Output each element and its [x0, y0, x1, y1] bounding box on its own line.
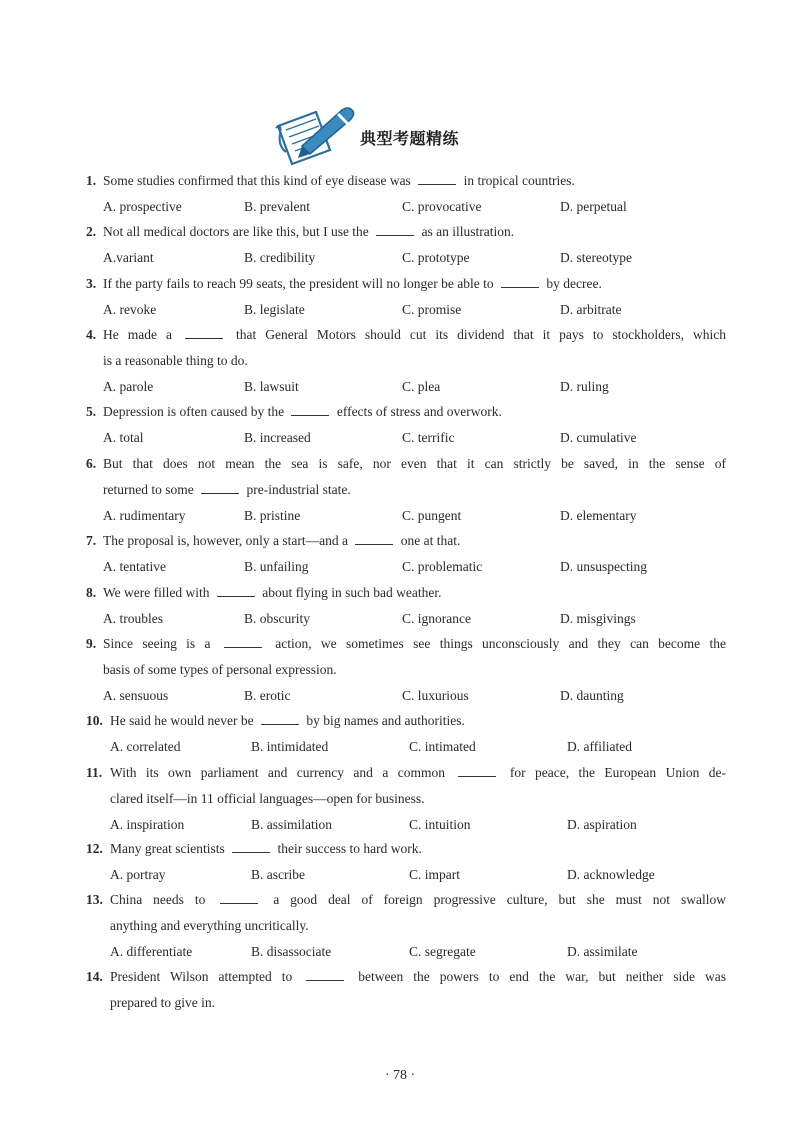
- option-c: C. problematic: [402, 559, 483, 574]
- option-a: A. tentative: [103, 559, 166, 574]
- option-c: C. impart: [409, 867, 460, 882]
- question-text: [86, 887, 726, 913]
- answer-options: [103, 374, 726, 400]
- answer-options: [103, 554, 726, 580]
- question-text: [86, 322, 726, 348]
- answer-blank: [376, 221, 414, 236]
- question-sentence: If the party fails to reach 99 seats, the president will no longer be able to by decree.: [103, 276, 602, 291]
- option-d: D. arbitrate: [560, 302, 622, 317]
- option-b: B. legislate: [244, 302, 305, 317]
- option-b: B. credibility: [244, 250, 316, 265]
- option-b: B. lawsuit: [244, 379, 299, 394]
- question-item: [86, 219, 726, 271]
- question-text: [86, 399, 726, 425]
- option-a: A. sensuous: [103, 688, 169, 703]
- question-number: 8.: [86, 585, 97, 600]
- question-text: [86, 964, 726, 990]
- question-sentence: We were filled with about flying in such bad weather.: [103, 585, 441, 600]
- question-sentence: China needs to a good deal of foreign progressive culture, but she must not swallow: [110, 892, 726, 907]
- question-sentence: But that does not mean the sea is safe, nor even that it can strictly be saved, in the sense of: [103, 456, 726, 471]
- option-a: A. parole: [103, 379, 154, 394]
- question-text: [86, 708, 726, 734]
- option-d: D. misgivings: [560, 611, 636, 626]
- question-text-continued: [86, 913, 726, 939]
- option-b: B. assimilation: [251, 817, 332, 832]
- question-item: [86, 322, 726, 400]
- option-a: A.variant: [103, 250, 154, 265]
- question-item: [86, 760, 726, 838]
- option-b: B. disassociate: [251, 944, 332, 959]
- answer-blank: [355, 530, 393, 545]
- question-number: 6.: [86, 456, 97, 471]
- option-b: B. unfailing: [244, 559, 309, 574]
- option-a: A. prospective: [103, 199, 182, 214]
- question-number: 14.: [86, 969, 103, 984]
- answer-blank: [458, 762, 496, 777]
- pen-and-paper-icon: [272, 100, 358, 166]
- question-sentence: With its own parliament and currency and a common for peace, the European Union de-: [110, 765, 726, 780]
- answer-blank: [306, 966, 344, 981]
- question-number: 1.: [86, 173, 97, 188]
- question-item: [86, 836, 726, 888]
- question-sentence: is a reasonable thing to do.: [103, 353, 248, 368]
- question-sentence: anything and everything uncritically.: [110, 918, 309, 933]
- answer-options: [103, 683, 726, 709]
- option-b: B. intimidated: [251, 739, 329, 754]
- question-item: [86, 399, 726, 451]
- option-a: A. inspiration: [110, 817, 185, 832]
- question-item: [86, 271, 726, 323]
- question-item: [86, 887, 726, 965]
- option-a: A. troubles: [103, 611, 163, 626]
- option-a: A. revoke: [103, 302, 157, 317]
- answer-blank: [220, 889, 258, 904]
- question-text-continued: [86, 990, 726, 1016]
- question-sentence: prepared to give in.: [110, 995, 215, 1010]
- option-d: D. aspiration: [567, 817, 637, 832]
- question-item: [86, 451, 726, 529]
- answer-blank: [291, 401, 329, 416]
- question-number: 10.: [86, 713, 103, 728]
- question-text: [86, 528, 726, 554]
- question-sentence: Depression is often caused by the effects of stress and overwork.: [103, 404, 502, 419]
- answer-blank: [217, 582, 255, 597]
- option-a: A. correlated: [110, 739, 181, 754]
- question-text-continued: [86, 477, 726, 503]
- option-c: C. prototype: [402, 250, 470, 265]
- option-d: D. unsuspecting: [560, 559, 647, 574]
- option-c: C. intuition: [409, 817, 471, 832]
- option-d: D. assimilate: [567, 944, 638, 959]
- option-d: D. acknowledge: [567, 867, 655, 882]
- answer-options: [110, 734, 726, 760]
- question-sentence: Since seeing is a action, we sometimes see things unconsciously and they can become the: [103, 636, 726, 651]
- question-text: [86, 631, 726, 657]
- question-number: 2.: [86, 224, 97, 239]
- question-text: [86, 271, 726, 297]
- option-c: C. terrific: [402, 430, 455, 445]
- answer-options: [103, 425, 726, 451]
- answer-options: [103, 245, 726, 271]
- question-number: 13.: [86, 892, 103, 907]
- question-text: [86, 168, 726, 194]
- question-sentence: He made a that General Motors should cut its dividend that it pays to stockholders, which: [103, 327, 726, 342]
- question-number: 7.: [86, 533, 97, 548]
- section-title: 典型考题精练: [360, 129, 460, 148]
- option-d: D. daunting: [560, 688, 624, 703]
- question-sentence: Not all medical doctors are like this, but I use the as an illustration.: [103, 224, 514, 239]
- answer-options: [103, 297, 726, 323]
- question-text: [86, 760, 726, 786]
- answer-options: [110, 862, 726, 888]
- question-sentence: clared itself—in 11 official languages—open for business.: [110, 791, 425, 806]
- option-a: A. rudimentary: [103, 508, 186, 523]
- page-number: · 78 ·: [384, 1068, 416, 1083]
- option-c: C. ignorance: [402, 611, 471, 626]
- option-b: B. ascribe: [251, 867, 305, 882]
- section-header: [272, 100, 512, 166]
- question-sentence: Some studies confirmed that this kind of eye disease was in tropical countries.: [103, 173, 575, 188]
- answer-blank: [201, 479, 239, 494]
- option-c: C. luxurious: [402, 688, 469, 703]
- answer-options: [110, 812, 726, 838]
- question-item: [86, 528, 726, 580]
- option-b: B. obscurity: [244, 611, 310, 626]
- question-item: [86, 708, 726, 760]
- question-text-continued: [86, 786, 726, 812]
- question-text: [86, 219, 726, 245]
- question-text: [86, 451, 726, 477]
- option-a: A. portray: [110, 867, 166, 882]
- option-d: D. cumulative: [560, 430, 637, 445]
- question-sentence: basis of some types of personal expression.: [103, 662, 337, 677]
- option-b: B. prevalent: [244, 199, 310, 214]
- option-c: C. intimated: [409, 739, 476, 754]
- question-number: 9.: [86, 636, 97, 651]
- option-a: A. total: [103, 430, 144, 445]
- answer-blank: [232, 838, 270, 853]
- question-item: [86, 631, 726, 709]
- option-c: C. promise: [402, 302, 462, 317]
- option-c: C. plea: [402, 379, 441, 394]
- option-a: A. differentiate: [110, 944, 193, 959]
- question-number: 12.: [86, 841, 103, 856]
- question-item: [86, 580, 726, 632]
- option-b: B. erotic: [244, 688, 291, 703]
- question-sentence: Many great scientists their success to hard work.: [110, 841, 422, 856]
- option-c: C. provocative: [402, 199, 482, 214]
- question-text-continued: [86, 657, 726, 683]
- answer-blank: [418, 170, 456, 185]
- question-sentence: returned to some pre-industrial state.: [103, 482, 351, 497]
- answer-options: [103, 503, 726, 529]
- question-number: 3.: [86, 276, 97, 291]
- question-item: [86, 964, 726, 1016]
- question-number: 4.: [86, 327, 97, 342]
- question-text-continued: [86, 348, 726, 374]
- answer-blank: [224, 633, 262, 648]
- option-d: D. ruling: [560, 379, 609, 394]
- question-text: [86, 836, 726, 862]
- answer-blank: [185, 324, 223, 339]
- question-number: 11.: [86, 765, 103, 780]
- question-text: [86, 580, 726, 606]
- answer-blank: [501, 273, 539, 288]
- question-sentence: He said he would never be by big names and authorities.: [110, 713, 465, 728]
- option-d: D. stereotype: [560, 250, 632, 265]
- option-c: C. segregate: [409, 944, 476, 959]
- question-number: 5.: [86, 404, 97, 419]
- option-d: D. perpetual: [560, 199, 627, 214]
- option-d: D. elementary: [560, 508, 637, 523]
- answer-options: [110, 939, 726, 965]
- answer-options: [103, 606, 726, 632]
- question-sentence: President Wilson attempted to between the powers to end the war, but neither side was: [110, 969, 726, 984]
- option-b: B. increased: [244, 430, 311, 445]
- option-c: C. pungent: [402, 508, 462, 523]
- answer-options: [103, 194, 726, 220]
- option-d: D. affiliated: [567, 739, 632, 754]
- option-b: B. pristine: [244, 508, 301, 523]
- question-sentence: The proposal is, however, only a start—and a one at that.: [103, 533, 460, 548]
- question-item: [86, 168, 726, 220]
- answer-blank: [261, 710, 299, 725]
